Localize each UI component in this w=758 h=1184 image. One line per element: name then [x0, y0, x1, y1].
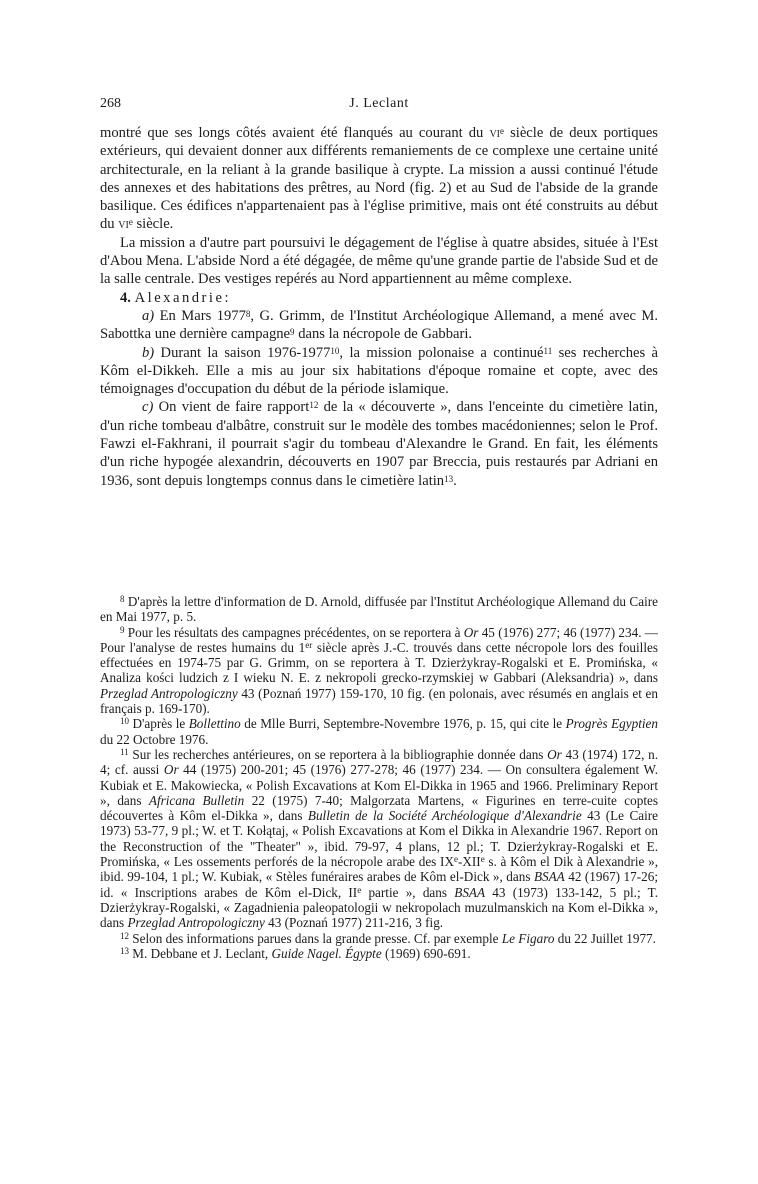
footnote-12: $^{12}$ Selon des informations parues dans la grande presse. Cf. par exemple Le Figaro du 22 Juillet 1977.	[120, 930, 656, 946]
item-c: c) On vient de faire rapport$^{12}$ de la « découverte », dans l'enceinte du cimetière latin, d'un riche tombeau d'albâtre, construit sur le modèle des tombes macédoniennes; selon le Prof. Fawzi el-Fakhrani, il pourrait s'agir du tombeau d'Alexandre le Grand. En fait, les éléments d'un riche hypogée alexandrin, découverts en 1907 par Breccia, puis restaurés par Adriani en 1936, sont depuis longtemps connus dans le cimetière latin$^{13}$.	[100, 399, 658, 489]
page-number: 268	[100, 96, 121, 111]
page-header	[100, 96, 658, 116]
footnote-9: $^9$ Pour les résultats des campagnes précédentes, on se reportera à Or 45 (1976) 277; 46 (1977) 234. — Pour l'analyse de restes humains du 1er siècle après J.-C. trouvés dans cette nécropole lors des fouilles effectuées en 1974-75 par G. Grimm, on se reportera à T. Dzierżykray-Rogalski et E. Promińska, « Analiza kości ludzich z I wieku N. E. z nekropoli grecko-rzymskiej w Gabbari (Aleksandria) », dans Przeglad Antropologiczny 43 (Poznań 1977) 159-170, 10 fig. (en polonais, avec résumés en anglais et en français p. 169-170).	[100, 624, 658, 717]
running-head: J. Leclant	[349, 96, 409, 111]
footnote-ref[interactable]: 10	[330, 345, 340, 356]
item-b: b) Durant la saison 1976-1977$^{10}$, la mission polonaise a continué$^{11}$ ses recherches à Kôm el-Dikkeh. Elle a mis au jour six habitations d'époque romaine et copte, avec des témoignages d'occupation du début de la période islamique.	[100, 344, 659, 398]
footnote-ref[interactable]: 13	[444, 473, 454, 484]
footnote-ref[interactable]: 8	[245, 308, 251, 319]
section-heading: 4. Alexandrie:	[120, 289, 231, 306]
paragraph-2: La mission a d'autre part poursuivi le dégagement de l'église à quatre absides, située à l'Est d'Abou Mena. L'abside Nord a été dégagée, de même qu'une grande partie de l'abside Sud et de la salle centrale. Des vestiges repérés au Nord appartiennent au même complexe.	[100, 234, 658, 288]
footnote-11: $^{11}$ Sur les recherches antérieures, on se reportera à la bibliographie donnée dans Or 43 (1974) 172, n. 4; cf. aussi Or 44 (1975) 200-201; 45 (1976) 277-278; 46 (1977) 234. — On consultera également W. Kubiak et E. Makowiecka, « Polish Excavations at Kom El-Dikka in 1965 and 1966. Preliminary Report », dans Africana Bulletin 22 (1975) 7-40; Malgorzata Martens, « Figurines en terre-cuite coptes découvertes à Kôm el-Dikka », dans Bulletin de la Société Archéologique d'Alexandrie 43 (Le Caire 1973) 53-77, 9 pl.; W. et T. Kołątaj, « Polish Excavations at Kom el Dikka in Alexandrie 1967. Report on the Reconstruction of the "Theater" », ibid. 79-97, 4 plans, 12 pl.; T. Dzierżykray-Rogalski et E. Promińska, « Les ossements perforés de la nécropole arabe des IXe-XIIe s. à Kôm el Dik à Alexandrie », ibid. 99-104, 1 pl.; W. Kubiak, « Stèles funéraires arabes de Kôm el-Dick », dans BSAA 42 (1967) 17-26; id. « Inscriptions arabes de Kôm el-Dick, IIe partie », dans BSAA 43 (1973) 133-142, 5 pl.; T. Dzierżykray-Rogalski, « Zagadnienia paleopatologii w nekropolach muzulmanskich na Kom el-Dikka », dans Przeglad Antropologiczny 43 (Poznań 1977) 211-216, 3 fig.	[100, 746, 659, 931]
item-a: a) En Mars 1977$^8$, G. Grimm, de l'Institut Archéologique Allemand, a mené avec M. Sabottka une dernière campagne$^9$ dans la nécropole de Gabbari.	[100, 307, 658, 343]
footnote-ref[interactable]: 11	[543, 345, 553, 356]
paragraph-1: montré que ses longs côtés avaient été flanqués au courant du $vi^e$ siècle de deux portiques extérieurs, qui devaient donner aux différents remaniements de ce complexe une certaine unité architecturale, en la reliant à la grande basilique à crypte. La mission a aussi continué l'étude des annexes et des habitations des prêtres, au Nord (fig. 2) et au Sud de l'abside de la grande basilique. Ces édifices n'appartenaient pas à l'église primitive, mais ont été construits au début du $vi^e$ siècle.	[100, 125, 658, 233]
footnote-8: $^8$ D'après la lettre d'information de D. Arnold, diffusée par l'Institut Archéologique Allemand du Caire en Mai 1977, p. 5.	[100, 594, 658, 625]
main-text	[100, 124, 658, 490]
footnote-10: $^{10}$ D'après le Bollettino de Mlle Burri, Septembre-Novembre 1976, p. 15, qui cite le Progrès Egyptien du 22 Octobre 1976.	[100, 716, 658, 747]
footnote-ref[interactable]: 12	[309, 400, 319, 411]
footnote-13: $^{13}$ M. Debbane et J. Leclant, Guide Nagel. Égypte (1969) 690-691.	[120, 945, 471, 961]
footnote-ref[interactable]: 9	[290, 327, 295, 338]
footnotes	[100, 594, 658, 961]
